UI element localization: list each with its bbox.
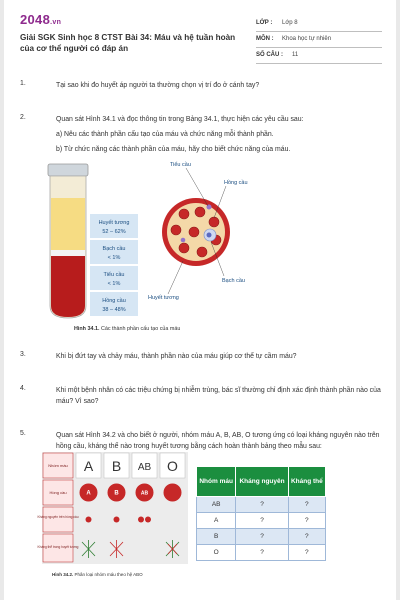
plasma-pct: 52 – 62% — [102, 229, 126, 235]
header — [20, 12, 382, 72]
meta-key: MÔN : — [256, 36, 274, 42]
wbc-pct: < 1% — [107, 255, 121, 261]
antigen-a-icon — [138, 517, 144, 523]
table-cell: O — [197, 545, 236, 561]
question-text: Khi một bệnh nhân có các triệu chứng bị nhiễm trùng, bác sĩ thường chỉ định xác định thành phần nào của máu? Vì sao? — [56, 387, 381, 405]
meta-row-subject — [256, 32, 382, 48]
rbc-b-label: B — [114, 490, 119, 497]
rbc-cell — [197, 247, 207, 257]
rbc-ab-label: AB — [140, 490, 149, 497]
tube-cap — [48, 164, 88, 176]
rbc-cell — [171, 225, 181, 235]
figure2-caption: Hình 34.2. Phân loại nhóm máu theo hệ ABO — [52, 572, 143, 577]
rbc-cell — [189, 227, 199, 237]
row-label-cell — [43, 507, 73, 532]
rbc-cell — [179, 209, 189, 219]
meta-key: SỐ CÂU : — [256, 52, 283, 58]
wbc-label: Bạch cầu — [102, 246, 126, 252]
platelet-pct: < 1% — [107, 281, 121, 287]
rbc-pct: 38 – 48% — [102, 307, 126, 313]
row-label: Nhóm máu — [48, 463, 68, 468]
row-label: Kháng nguyên trên hồng cầu — [37, 515, 79, 519]
question-text: Quan sát Hình 34.2 và cho biết ở người, nhóm máu A, B, AB, O tương ứng có loại kháng nguyên nào trên hồng cầu, kháng thể nào trong huyết tương bằng cách hoàn thành bảng theo mẫu sau: — [56, 432, 380, 450]
meta-value: Khoa học tự nhiên — [282, 36, 332, 42]
page-title: Giải SGK Sinh học 8 CTST Bài 34: Máu và hệ tuần hoàn của cơ thể người có đáp án — [20, 33, 236, 53]
row-label: Kháng thể trong huyết tương — [37, 545, 79, 549]
site-logo[interactable] — [20, 12, 61, 27]
table-cell: ? — [288, 497, 325, 513]
leader-line — [168, 261, 183, 294]
table-cell: ? — [288, 545, 325, 561]
antigen-b-icon — [114, 517, 120, 523]
question-text: Quan sát Hình 34.1 và đọc thông tin trong Bảng 34.1, thực hiện các yêu cầu sau: — [56, 116, 304, 123]
question-text: Tại sao khi đo huyết áp người ta thường chọn vị trí đo ở cánh tay? — [56, 82, 260, 89]
table-header: Kháng thể — [288, 467, 325, 497]
antigen-a-icon — [86, 517, 92, 523]
table-cell: B — [197, 529, 236, 545]
table-cell: ? — [236, 513, 288, 529]
question-sub-b: b) Từ chức năng các thành phần của máu, hãy cho biết chức năng của máu. — [56, 146, 291, 153]
table-row — [197, 545, 326, 561]
plasma-callout: Huyết tương — [148, 295, 179, 301]
table-row — [197, 529, 326, 545]
rbc-callout: Hồng cầu — [224, 180, 248, 186]
question-number: 4. — [20, 385, 26, 392]
plasma-layer — [51, 198, 85, 250]
group-label-o: O — [167, 458, 178, 474]
meta-row-count — [256, 48, 382, 64]
question-text: Khi bị đứt tay và chảy máu, thành phần nào của máu giúp cơ thể tự cầm máu? — [56, 353, 297, 360]
meta-row-class — [256, 16, 382, 32]
table-row — [197, 497, 326, 513]
antigen-b-icon — [145, 517, 151, 523]
question-number: 5. — [20, 430, 26, 437]
wbc-nucleus — [207, 233, 212, 238]
table-cell: ? — [236, 497, 288, 513]
rbc-layer — [51, 256, 85, 317]
buffy-coat-layer — [51, 250, 85, 256]
meta-value: 11 — [292, 52, 299, 58]
table-cell: ? — [288, 529, 325, 545]
table-cell: A — [197, 513, 236, 529]
rbc-cell — [179, 243, 189, 253]
group-label-a: A — [83, 458, 94, 474]
rbc-cell — [209, 217, 219, 227]
plasma-label: Huyết tương — [98, 220, 130, 226]
figure1-caption: Hình 34.1. Các thành phần cấu tạo của máu — [74, 326, 181, 332]
meta-key: LỚP : — [256, 20, 273, 26]
rbc-a-label: A — [86, 490, 91, 497]
figure-abo-groups — [37, 452, 188, 582]
rbc-label: Hồng cầu — [102, 298, 126, 304]
rbc-cell — [195, 207, 205, 217]
answer-table — [196, 466, 323, 561]
table-cell: AB — [197, 497, 236, 513]
figure-blood-components — [38, 158, 268, 336]
table-header: Kháng nguyên — [236, 467, 288, 497]
platelet-label: Tiểu cầu — [103, 272, 125, 278]
table-header: Nhóm máu — [197, 467, 236, 497]
rbc-o-icon — [164, 484, 182, 502]
question-number: 1. — [20, 80, 26, 87]
logo-text: 2048 — [20, 12, 51, 27]
table-row — [197, 513, 326, 529]
table-cell: ? — [236, 529, 288, 545]
group-label-ab: AB — [137, 462, 152, 473]
question-number: 3. — [20, 351, 26, 358]
platelet-callout: Tiểu cầu — [170, 162, 191, 168]
table-cell: ? — [288, 513, 325, 529]
table-cell: ? — [236, 545, 288, 561]
wbc-callout: Bạch cầu — [222, 278, 245, 284]
question-sub-a: a) Nêu các thành phần cấu tạo của máu và chức năng mỗi thành phần. — [56, 131, 274, 138]
logo-suffix: .vn — [50, 19, 62, 26]
question-number: 2. — [20, 114, 26, 121]
platelet-cell — [181, 238, 186, 243]
row-label: Hồng cầu — [49, 490, 67, 495]
platelet-cell — [207, 205, 212, 210]
page — [4, 0, 396, 600]
meta-value: Lớp 8 — [282, 20, 298, 26]
meta-table — [256, 16, 382, 64]
group-label-b: B — [111, 458, 122, 474]
